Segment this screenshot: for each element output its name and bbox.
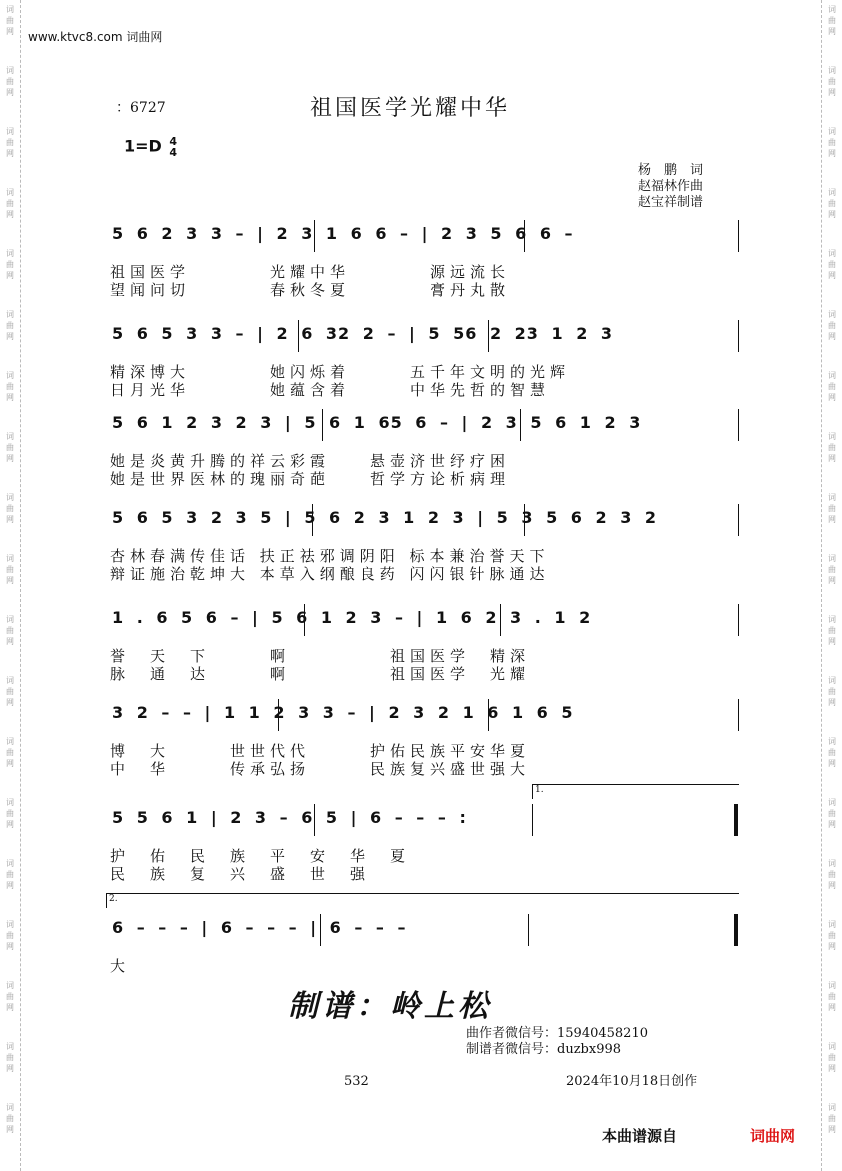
- key-label: 1=D: [124, 136, 162, 156]
- page-number: 532: [344, 1074, 369, 1089]
- margin-watermark: 词 曲 网: [6, 310, 14, 341]
- margin-watermark: 词 曲 网: [6, 371, 14, 402]
- margin-watermark: 词 曲 网: [828, 920, 836, 951]
- bar-line: [738, 409, 739, 441]
- lyric-verse-1: 祖国医学 光耀中华 源远流长: [110, 263, 511, 281]
- score-number: ：6727: [116, 100, 166, 116]
- lyric-verse-2: 日月光华 她蕴含着 中华先哲的智慧: [110, 381, 551, 399]
- margin-watermark: 词 曲 网: [828, 798, 836, 829]
- lyric-verse-2: 民 族 复 兴 盛 世 强: [110, 865, 371, 883]
- margin-watermark: 词 曲 网: [6, 554, 14, 585]
- margin-watermark: 词 曲 网: [828, 1103, 836, 1134]
- margin-watermark: 词 曲 网: [828, 188, 836, 219]
- margin-watermark: 词 曲 网: [6, 1042, 14, 1073]
- staff-row: [108, 316, 740, 356]
- margin-watermark: 词 曲 网: [828, 554, 836, 585]
- left-margin-strip: [0, 0, 21, 1171]
- bar-line: [738, 320, 739, 352]
- wechat-info: [466, 1026, 648, 1058]
- margin-watermark: 词 曲 网: [828, 737, 836, 768]
- second-ending-bracket: 2.: [106, 893, 739, 908]
- bar-line: [738, 220, 739, 252]
- credit-transcriber: 赵宝祥制谱: [638, 195, 704, 210]
- margin-watermark: 词 曲 网: [828, 127, 836, 158]
- time-bottom: 4: [169, 146, 178, 159]
- margin-watermark: 词 曲 网: [828, 249, 836, 280]
- time-signature: [169, 136, 177, 158]
- margin-watermark: 词 曲 网: [6, 798, 14, 829]
- time-top: 4: [169, 135, 178, 148]
- source-site-link[interactable]: 词曲网: [750, 1127, 796, 1145]
- lyric-verse-1: 博 大 世世代代 护佑民族平安华夏: [110, 742, 531, 760]
- margin-watermark: 词 曲 网: [828, 493, 836, 524]
- lyric-verse-1: 杏林春满传佳话 扶正祛邪调阴阳 标本兼治誉天下: [110, 547, 550, 565]
- margin-watermark: 词 曲 网: [828, 981, 836, 1012]
- lyric-verse-1: 大: [110, 957, 131, 975]
- margin-watermark: 词 曲 网: [6, 188, 14, 219]
- notation-line: 1 . 6 5 6 – | 5 6 1 2 3 – | 1 6 2 3 . 1 2: [112, 608, 592, 627]
- staff-row: [108, 600, 740, 640]
- credits: [638, 163, 703, 211]
- song-title: 祖国医学光耀中华: [310, 96, 511, 121]
- margin-watermark: 词 曲 网: [6, 859, 14, 890]
- lyric-verse-1: 誉 天 下 啊 祖国医学 精深: [110, 647, 531, 665]
- margin-watermark: 词 曲 网: [828, 66, 836, 97]
- lyric-verse-2: 脉 通 达 啊 祖国医学 光耀: [110, 665, 531, 683]
- staff-row: [108, 216, 740, 256]
- margin-watermark: 词 曲 网: [6, 920, 14, 951]
- margin-watermark: 词 曲 网: [6, 432, 14, 463]
- margin-watermark: 词 曲 网: [6, 615, 14, 646]
- site-url[interactable]: www.ktvc8.com 词曲网: [28, 30, 163, 44]
- margin-watermark: 词 曲 网: [828, 310, 836, 341]
- notation-line: 5 6 5 3 2 3 5 | 5 6 2 3 1 2 3 | 5 3 5 6 2 3 2: [112, 508, 658, 527]
- composer-wechat: 曲作者微信号：15940458210: [466, 1026, 648, 1041]
- margin-watermark: 词 曲 网: [828, 859, 836, 890]
- margin-watermark: 词 曲 网: [828, 615, 836, 646]
- margin-watermark: 词 曲 网: [6, 737, 14, 768]
- bar-line: [738, 699, 739, 731]
- lyric-verse-2: 辩证施治乾坤大 本草入纲酿良药 闪闪银针脉通达: [110, 565, 550, 583]
- margin-watermark: 词 曲 网: [6, 493, 14, 524]
- first-ending-bracket: 1.: [532, 784, 739, 799]
- staff-row: [108, 910, 740, 950]
- key-signature: [124, 136, 177, 158]
- lyric-verse-1: 护 佑 民 族 平 安 华 夏: [110, 847, 411, 865]
- source-label: 本曲谱源自: [602, 1127, 678, 1145]
- credit-lyricist: 杨 鹏 词: [638, 163, 704, 178]
- margin-watermark: 词 曲 网: [828, 371, 836, 402]
- staff-row: [108, 800, 740, 840]
- notation-line: 3 2 – – | 1 1 2 3 3 – | 2 3 2 1 6 1 6 5: [112, 703, 574, 722]
- bar-line: [738, 504, 739, 536]
- staff-row: [108, 405, 740, 445]
- margin-watermark: 词 曲 网: [6, 1103, 14, 1134]
- lyric-verse-1: 她是炎黄升腾的祥云彩霞 悬壶济世纾疗困: [110, 452, 511, 470]
- bar-line: [734, 914, 738, 946]
- margin-watermark: 词 曲 网: [828, 676, 836, 707]
- margin-watermark: 词 曲 网: [6, 676, 14, 707]
- notation-line: 6 – – – | 6 – – – | 6 – – –: [112, 918, 407, 937]
- notation-line: 5 6 5 3 3 – | 2 6 32 2 – | 5 56 2 23 1 2 3: [112, 324, 614, 343]
- margin-watermark: 词 曲 网: [6, 127, 14, 158]
- bar-line: [738, 604, 739, 636]
- creation-date: 2024年10月18日创作: [566, 1074, 698, 1089]
- margin-watermark: 词 曲 网: [6, 5, 14, 36]
- margin-watermark: 词 曲 网: [828, 5, 836, 36]
- transcriber-signature: 制谱：岭上松: [288, 989, 492, 1024]
- bar-line: [532, 804, 533, 836]
- notation-line: 5 6 2 3 3 – | 2 3 1 6 6 – | 2 3 5 6 6 –: [112, 224, 574, 243]
- notation-line: 5 5 6 1 | 2 3 – 6 5 | 6 – – – :: [112, 808, 467, 827]
- lyric-verse-2: 望闻问切 春秋冬夏 膏丹丸散: [110, 281, 511, 299]
- staff-row: [108, 695, 740, 735]
- credit-composer: 赵福林作曲: [638, 179, 704, 194]
- notation-line: 5 6 1 2 3 2 3 | 5 6 1 65 6 – | 2 3 5 6 1 2 3: [112, 413, 642, 432]
- right-margin-strip: [821, 0, 842, 1171]
- margin-watermark: 词 曲 网: [6, 981, 14, 1012]
- transcriber-wechat: 制谱者微信号：duzbx998: [466, 1042, 622, 1057]
- margin-watermark: 词 曲 网: [6, 249, 14, 280]
- bar-line: [528, 914, 529, 946]
- margin-watermark: 词 曲 网: [6, 66, 14, 97]
- lyric-verse-2: 她是世界医林的瑰丽奇葩 哲学方论析病理: [110, 470, 511, 488]
- margin-watermark: 词 曲 网: [828, 432, 836, 463]
- lyric-verse-1: 精深博大 她闪烁着 五千年文明的光辉: [110, 363, 571, 381]
- staff-row: [108, 500, 740, 540]
- margin-watermark: 词 曲 网: [828, 1042, 836, 1073]
- lyric-verse-2: 中 华 传承弘扬 民族复兴盛世强大: [110, 760, 531, 778]
- bar-line: [734, 804, 738, 836]
